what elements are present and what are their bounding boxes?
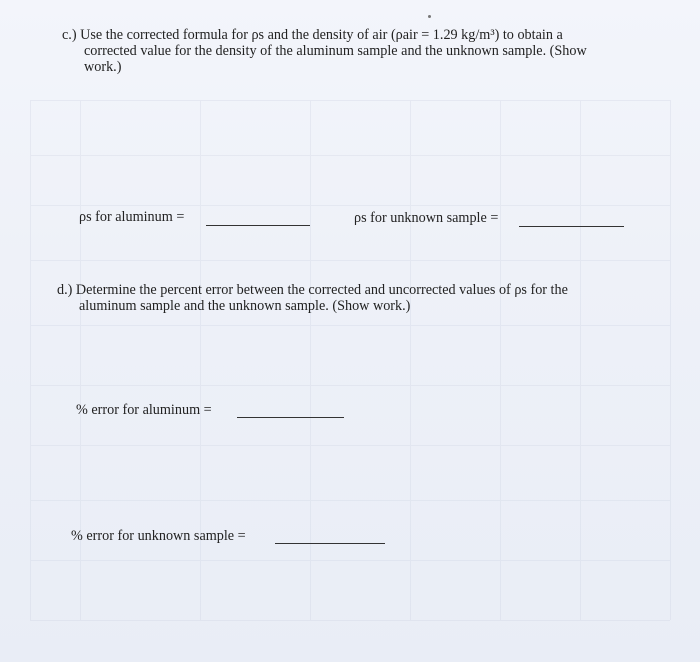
question-c-text-1: Use the corrected formula for ρs and the density of air (ρair = 1.29 kg/m³) to obtain a: [80, 27, 563, 43]
question-c-line-1: [62, 27, 642, 43]
question-d-line-1: [57, 282, 642, 298]
question-d-line-2: aluminum sample and the unknown sample. (Show work.): [79, 298, 411, 314]
question-d: [57, 282, 642, 314]
answer-c-aluminum-blank[interactable]: [206, 224, 310, 226]
question-d-text-1: Determine the percent error between the corrected and uncorrected values of ρs for the: [75, 282, 568, 298]
answer-d-aluminum-blank[interactable]: [237, 416, 344, 418]
answer-c-aluminum-label: ρs for aluminum =: [79, 209, 185, 225]
answer-d-unknown-blank[interactable]: [275, 542, 385, 544]
question-d-label: d.): [57, 282, 73, 298]
question-c-label: c.): [62, 27, 77, 43]
answer-d-aluminum-label: % error for aluminum =: [76, 402, 212, 418]
answer-d-aluminum: [76, 402, 212, 419]
answer-c-unknown: [354, 210, 498, 227]
answer-d-unknown: [71, 528, 246, 545]
question-c-line-3: work.): [84, 59, 122, 75]
ink-dot: [428, 15, 431, 18]
answer-c-aluminum: [79, 209, 184, 226]
answer-c-unknown-blank[interactable]: [519, 225, 624, 227]
question-c: [62, 27, 642, 75]
answer-c-unknown-label: ρs for unknown sample =: [354, 210, 499, 226]
answer-d-unknown-label: % error for unknown sample =: [71, 528, 246, 544]
question-c-line-2: corrected value for the density of the aluminum sample and the unknown sample. (Show: [84, 43, 587, 59]
